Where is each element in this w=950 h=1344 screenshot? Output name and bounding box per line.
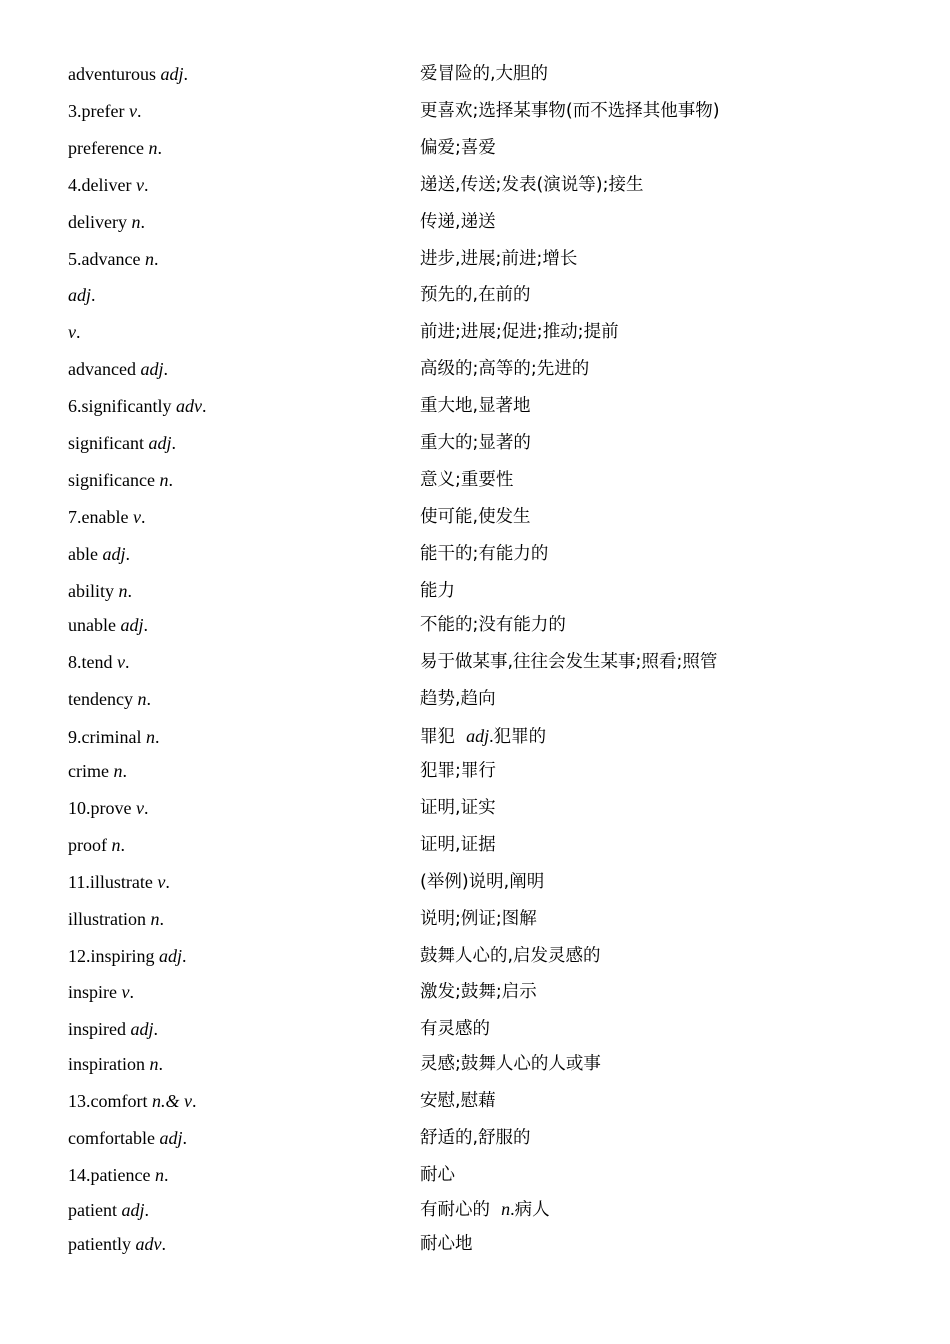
entry-word: 13.comfort — [68, 1091, 152, 1111]
meaning-text: 能干的;有能力的 — [420, 544, 549, 564]
entry-word: delivery — [68, 212, 132, 232]
entry-english — [68, 173, 420, 197]
entry-english — [68, 759, 420, 783]
pos-period: . — [161, 1234, 166, 1254]
vocab-entry — [68, 320, 888, 344]
entry-word: comfortable — [68, 1128, 160, 1148]
entry-word: proof — [68, 835, 112, 855]
entry-part-of-speech: n — [148, 138, 158, 158]
pos-period: . — [171, 433, 176, 453]
pos-period: . — [191, 1091, 197, 1111]
entry-part-of-speech: n — [149, 1054, 159, 1074]
entry-part-of-speech: adj — [121, 1199, 145, 1220]
entry-meaning — [420, 468, 888, 492]
vocab-entry — [68, 613, 888, 637]
vocab-entry — [68, 687, 888, 711]
entry-meaning — [420, 1232, 888, 1256]
entry-english — [68, 505, 420, 529]
meaning-text: 说明;例证;图解 — [420, 909, 537, 929]
entry-english — [68, 136, 420, 160]
entry-meaning — [420, 687, 888, 711]
vocab-entry — [68, 1197, 888, 1222]
pos-period: . — [122, 761, 127, 781]
entry-word: inspiration — [68, 1054, 150, 1074]
vocab-entry — [68, 796, 888, 820]
entry-english — [68, 907, 420, 931]
pos-period: . — [91, 285, 96, 305]
pos-period: . — [144, 1199, 149, 1220]
pos-period: . — [163, 1165, 169, 1185]
pos-period: . — [125, 544, 130, 564]
meaning-text: 不能的;没有能力的 — [420, 615, 566, 635]
entry-meaning — [420, 283, 888, 307]
entry-part-of-speech: n — [111, 835, 121, 855]
meaning-text: 意义;重要性 — [420, 470, 514, 490]
entry-word: 14.patience — [68, 1165, 155, 1185]
pos-period: . — [120, 835, 125, 855]
meaning-text: 递送,传送;发表(演说等);接生 — [420, 175, 644, 195]
entry-meaning — [420, 247, 888, 271]
pos-period: . — [168, 470, 173, 490]
entry-meaning — [420, 759, 888, 783]
meaning-text: 罪犯 — [420, 727, 467, 747]
entry-meaning — [420, 650, 888, 674]
entry-english — [68, 1232, 420, 1256]
vocab-entry — [68, 980, 888, 1004]
entry-part-of-speech: v — [128, 101, 137, 121]
entry-english — [68, 1126, 420, 1150]
vocab-entry — [68, 99, 888, 123]
entry-english — [68, 1017, 420, 1041]
pos-period: . — [153, 249, 159, 269]
entry-word: 8.tend — [68, 652, 117, 672]
vocab-entry — [68, 833, 888, 857]
entry-part-of-speech: n — [159, 470, 169, 490]
entry-english — [68, 320, 420, 344]
entry-part-of-speech: adj — [159, 946, 183, 966]
meaning-text: 偏爱;喜爱 — [420, 138, 496, 158]
entry-part-of-speech: v — [117, 652, 125, 672]
meaning-text: 耐心地 — [420, 1234, 473, 1254]
pos-period: . — [143, 175, 149, 195]
entry-meaning — [420, 99, 888, 123]
entry-meaning — [420, 394, 888, 418]
pos-period: . — [146, 689, 151, 709]
vocab-entry — [68, 870, 888, 894]
entry-word: ability — [68, 581, 119, 601]
meaning-text: 耐心 — [420, 1165, 455, 1185]
vocab-entry — [68, 650, 888, 674]
extra-pos-period: . — [510, 1199, 515, 1219]
entry-english — [68, 650, 420, 674]
entry-meaning — [420, 1126, 888, 1150]
meaning-text: 爱冒险的,大胆的 — [420, 64, 549, 84]
entry-english — [68, 247, 420, 271]
pos-period: . — [201, 396, 207, 416]
vocab-entry — [68, 759, 888, 783]
vocab-entry — [68, 1232, 888, 1256]
entry-word: able — [68, 544, 103, 564]
entry-word: 11.illustrate — [68, 872, 158, 892]
entry-meaning — [420, 833, 888, 857]
entry-meaning — [420, 210, 888, 234]
meaning-text: 重大的;显著的 — [420, 433, 531, 453]
meaning-text: 舒适的,舒服的 — [420, 1128, 531, 1148]
meaning-text: 证明,证实 — [420, 798, 496, 818]
entry-english — [68, 283, 420, 307]
entry-english — [68, 1163, 420, 1187]
pos-period: . — [157, 138, 162, 158]
meaning-text: 更喜欢;选择某事物(而不选择其他事物) — [420, 101, 720, 121]
pos-period: . — [165, 872, 170, 892]
meaning-text: 高级的;高等的;先进的 — [420, 359, 590, 379]
entry-meaning — [420, 1197, 888, 1222]
vocab-entry — [68, 62, 888, 86]
entry-word: preference — [68, 138, 149, 158]
pos-period: . — [163, 359, 168, 379]
entry-word: 10.prove — [68, 798, 136, 818]
pos-period: . — [76, 322, 81, 342]
extra-meaning-text: 病人 — [514, 1200, 550, 1220]
meaning-text: 有灵感的 — [420, 1019, 490, 1039]
vocab-entry — [68, 1052, 888, 1076]
entry-english — [68, 613, 420, 637]
entry-part-of-speech: adj — [140, 359, 164, 379]
entry-word: 6.significantly — [68, 396, 176, 416]
pos-period: . — [140, 212, 145, 232]
vocab-entry — [68, 210, 888, 234]
vocab-entry — [68, 357, 888, 381]
entry-english — [68, 725, 420, 749]
entry-meaning — [420, 1052, 888, 1076]
entry-english — [68, 357, 420, 381]
entry-meaning — [420, 944, 888, 968]
entry-part-of-speech: n.& v — [151, 1091, 192, 1111]
entry-meaning — [420, 136, 888, 160]
extra-meaning-text: 犯罪的 — [493, 727, 547, 747]
vocab-entry — [68, 542, 888, 566]
entry-meaning — [420, 796, 888, 820]
entry-english — [68, 468, 420, 492]
entry-part-of-speech: n — [131, 212, 141, 232]
pos-period: . — [125, 652, 130, 672]
entry-meaning — [420, 870, 888, 894]
vocab-entry — [68, 944, 888, 968]
pos-period: . — [159, 909, 164, 929]
extra-part-of-speech: adj — [466, 726, 490, 746]
entry-english — [68, 431, 420, 455]
entry-part-of-speech: adv — [135, 1234, 162, 1254]
entry-part-of-speech: adj — [68, 285, 92, 305]
pos-period: . — [182, 1128, 187, 1148]
entry-part-of-speech: n — [145, 726, 155, 747]
extra-pos-period: . — [489, 726, 494, 746]
entry-english — [68, 796, 420, 820]
entry-meaning — [420, 613, 888, 637]
entry-part-of-speech: adj — [102, 544, 126, 564]
entry-meaning — [420, 320, 888, 344]
pos-period: . — [153, 1019, 159, 1039]
entry-english — [68, 980, 420, 1004]
entry-meaning — [420, 1163, 888, 1187]
meaning-text: 安慰,慰藉 — [420, 1091, 496, 1111]
pos-period: . — [143, 798, 149, 818]
entry-word: significant — [68, 433, 149, 453]
pos-period: . — [182, 946, 187, 966]
entry-meaning — [420, 1089, 888, 1113]
vocab-entry — [68, 907, 888, 931]
entry-word: inspire — [68, 982, 122, 1002]
entry-part-of-speech: v — [135, 175, 144, 195]
entry-part-of-speech: v — [121, 982, 130, 1002]
entry-word: inspired — [68, 1019, 131, 1039]
entry-meaning — [420, 173, 888, 197]
vocab-entry — [68, 1126, 888, 1150]
meaning-text: 激发;鼓舞;启示 — [420, 982, 537, 1002]
vocab-entry — [68, 136, 888, 160]
entry-word: unable — [68, 615, 121, 635]
entry-english — [68, 1052, 420, 1076]
entry-part-of-speech: n — [154, 1165, 164, 1185]
entry-english — [68, 62, 420, 86]
entry-meaning — [420, 579, 888, 603]
entry-part-of-speech: n — [118, 581, 128, 601]
entry-part-of-speech: n — [137, 689, 147, 709]
vocab-entry — [68, 173, 888, 197]
extra-part-of-speech: n — [501, 1199, 511, 1219]
meaning-text: 趋势,趋向 — [420, 689, 496, 709]
meaning-text: 预先的,在前的 — [420, 285, 531, 305]
entry-word: 7.enable — [68, 507, 133, 527]
vocab-entry — [68, 724, 888, 749]
entry-word: 9.criminal — [68, 726, 146, 747]
entry-part-of-speech: adj — [159, 1128, 183, 1148]
entry-english — [68, 99, 420, 123]
entry-meaning — [420, 505, 888, 529]
entry-word: illustration — [68, 909, 151, 929]
entry-part-of-speech: adj — [120, 615, 144, 635]
vocab-entry — [68, 431, 888, 455]
entry-part-of-speech: n — [113, 761, 123, 781]
meaning-text: 鼓舞人心的,启发灵感的 — [420, 946, 601, 966]
entry-word: advanced — [68, 359, 141, 379]
entry-meaning — [420, 62, 888, 86]
vocab-entry — [68, 579, 888, 603]
entry-word: 5.advance — [68, 249, 145, 269]
entry-word: crime — [68, 761, 114, 781]
pos-period: . — [136, 101, 142, 121]
entry-meaning — [420, 542, 888, 566]
pos-period: . — [129, 982, 134, 1002]
meaning-text: 传递,递送 — [420, 212, 496, 232]
pos-period: . — [127, 581, 132, 601]
entry-part-of-speech: n — [150, 909, 160, 929]
meaning-text: 易于做某事,往往会发生某事;照看;照管 — [420, 652, 718, 672]
pos-period: . — [140, 507, 146, 527]
entry-part-of-speech: v — [132, 507, 141, 527]
entry-english — [68, 687, 420, 711]
entry-english — [68, 579, 420, 603]
entry-english — [68, 833, 420, 857]
pos-period: . — [154, 726, 160, 747]
entry-part-of-speech: adv — [175, 396, 202, 416]
entry-meaning — [420, 357, 888, 381]
entry-word: adventurous — [68, 64, 161, 84]
meaning-text: 前进;进展;促进;推动;提前 — [420, 322, 619, 342]
meaning-text: 使可能,使发生 — [420, 507, 531, 527]
entry-meaning — [420, 431, 888, 455]
meaning-text: 重大地,显著地 — [420, 396, 531, 416]
entry-part-of-speech: adj — [160, 64, 184, 84]
vocab-entry — [68, 1089, 888, 1113]
entry-english — [68, 542, 420, 566]
entry-word: patient — [68, 1199, 122, 1220]
meaning-text: 灵感;鼓舞人心的人或事 — [420, 1054, 601, 1074]
entry-english — [68, 1089, 420, 1113]
meaning-text: (举例)说明,阐明 — [420, 872, 545, 892]
vocab-entry — [68, 247, 888, 271]
vocab-entry — [68, 1017, 888, 1041]
entry-word: significance — [68, 470, 160, 490]
entry-meaning — [420, 907, 888, 931]
entry-word: tendency — [68, 689, 138, 709]
entry-english — [68, 210, 420, 234]
entry-word: patiently — [68, 1234, 136, 1254]
entry-part-of-speech: adj — [130, 1019, 154, 1039]
entry-part-of-speech: n — [144, 249, 154, 269]
vocab-entry — [68, 505, 888, 529]
entry-english — [68, 944, 420, 968]
meaning-text: 进步,进展;前进;增长 — [420, 249, 578, 269]
entry-english — [68, 870, 420, 894]
pos-period: . — [143, 615, 148, 635]
pos-period: . — [183, 64, 188, 84]
meaning-text: 有耐心的 — [420, 1200, 502, 1220]
meaning-text: 犯罪;罪行 — [420, 761, 496, 781]
entry-word: 4.deliver — [68, 175, 136, 195]
entry-word: 3.prefer — [68, 101, 129, 121]
vocab-entry — [68, 394, 888, 418]
entry-part-of-speech: v — [68, 322, 76, 342]
meaning-text: 证明,证据 — [420, 835, 496, 855]
entry-part-of-speech: v — [135, 798, 144, 818]
entry-english — [68, 394, 420, 418]
entry-meaning — [420, 1017, 888, 1041]
pos-period: . — [158, 1054, 163, 1074]
meaning-text: 能力 — [420, 581, 455, 601]
entry-english — [68, 1198, 420, 1222]
entry-meaning — [420, 980, 888, 1004]
entry-meaning — [420, 724, 888, 749]
entry-word: 12.inspiring — [68, 946, 160, 966]
entry-part-of-speech: adj — [148, 433, 172, 453]
vocab-entry — [68, 283, 888, 307]
entry-part-of-speech: v — [157, 872, 166, 892]
vocab-entry — [68, 468, 888, 492]
vocab-entry — [68, 1163, 888, 1187]
